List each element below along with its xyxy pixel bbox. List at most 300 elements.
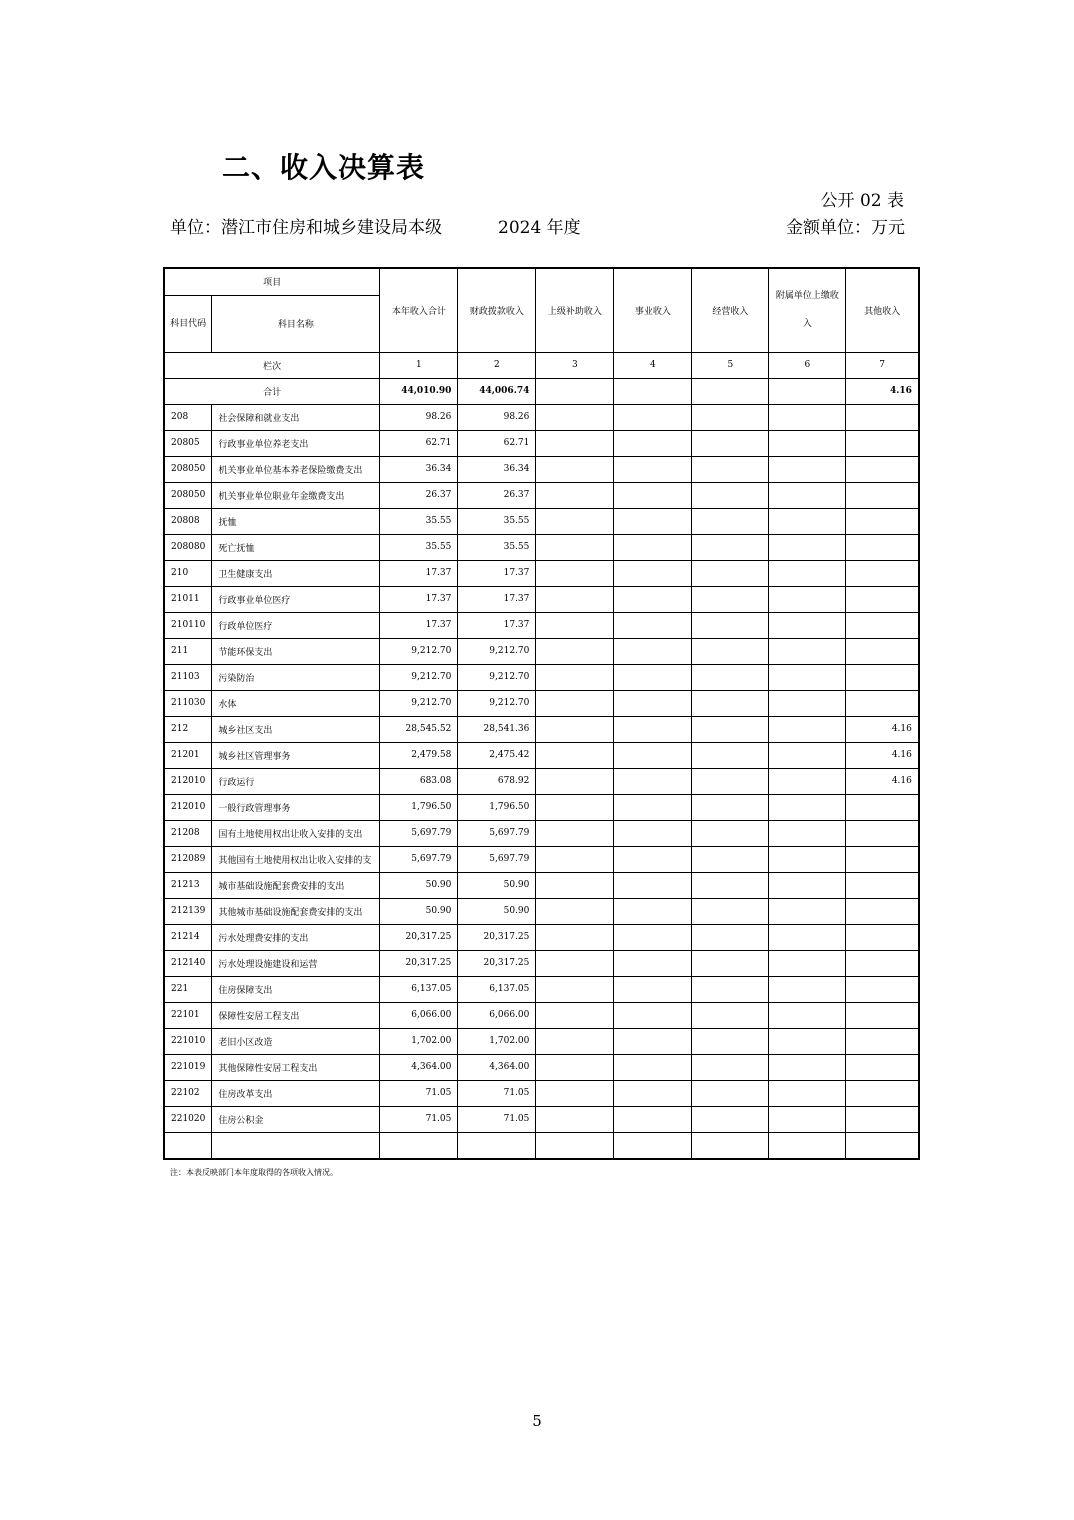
row-other [846,950,919,976]
table-note: 注：本表反映部门本年度取得的各项收入情况。 [170,1168,338,1177]
empty-cell [769,1054,846,1080]
empty-cell [536,924,614,950]
table-row [164,664,919,690]
empty-cell [536,378,614,404]
table-row [164,1132,919,1159]
empty-cell [692,430,769,456]
row-name: 其他城市基础设施配套费安排的支出 [212,898,380,924]
empty-cell [536,430,614,456]
row-other [846,976,919,1002]
header-total: 本年收入合计 [380,268,458,352]
empty-cell [692,482,769,508]
empty-cell [536,1106,614,1132]
row-total: 71.05 [380,1106,458,1132]
header-business: 事业收入 [614,268,692,352]
empty-cell [769,976,846,1002]
row-code: 22101 [164,1002,212,1028]
row-other [846,1132,919,1159]
row-fiscal: 50.90 [458,872,536,898]
empty-cell [692,612,769,638]
unit-line [170,214,905,264]
row-other [846,430,919,456]
empty-cell [769,612,846,638]
row-code: 212089 [164,846,212,872]
row-fiscal: 6,137.05 [458,976,536,1002]
row-total: 9,212.70 [380,690,458,716]
row-fiscal: 2,475.42 [458,742,536,768]
empty-cell [614,1080,692,1106]
empty-cell [536,794,614,820]
row-name: 机关事业单位基本养老保险缴费支出 [212,456,380,482]
row-code: 21213 [164,872,212,898]
row-fiscal: 6,066.00 [458,1002,536,1028]
row-name: 污水处理设施建设和运营 [212,950,380,976]
empty-cell [692,768,769,794]
row-code: 20805 [164,430,212,456]
empty-cell [769,586,846,612]
table-row [164,1054,919,1080]
row-total: 5,697.79 [380,846,458,872]
empty-cell [692,456,769,482]
total-row-label: 合计 [164,378,380,404]
row-code: 212010 [164,768,212,794]
table-row [164,1106,919,1132]
row-code: 210 [164,560,212,586]
row-code: 211030 [164,690,212,716]
row-code: 221 [164,976,212,1002]
row-other [846,872,919,898]
row-total: 62.71 [380,430,458,456]
row-name: 国有土地使用权出让收入安排的支出 [212,820,380,846]
row-fiscal: 9,212.70 [458,664,536,690]
row-code: 221019 [164,1054,212,1080]
empty-cell [692,872,769,898]
empty-cell [614,924,692,950]
empty-cell [614,872,692,898]
empty-cell [769,664,846,690]
row-name: 老旧小区改造 [212,1028,380,1054]
row-name: 其他保障性安居工程支出 [212,1054,380,1080]
empty-cell [692,508,769,534]
empty-cell [536,690,614,716]
table-row [164,534,919,560]
income-table [163,267,920,1160]
row-name: 行政单位医疗 [212,612,380,638]
empty-cell [769,768,846,794]
empty-cell [692,976,769,1002]
row-fiscal: 20,317.25 [458,950,536,976]
row-code: 22102 [164,1080,212,1106]
row-name: 抚恤 [212,508,380,534]
row-code: 221010 [164,1028,212,1054]
row-total: 36.34 [380,456,458,482]
empty-cell [614,430,692,456]
empty-cell [536,664,614,690]
empty-cell [692,1002,769,1028]
row-other: 4.16 [846,768,919,794]
empty-cell [692,924,769,950]
empty-cell [536,1028,614,1054]
column-num: 4 [614,352,692,378]
empty-cell [769,716,846,742]
table-row [164,898,919,924]
table-row [164,1002,919,1028]
row-code: 212140 [164,950,212,976]
empty-cell [536,456,614,482]
empty-cell [692,690,769,716]
row-name: 机关事业单位职业年金缴费支出 [212,482,380,508]
amount-unit: 金额单位：万元 [786,218,905,238]
page-number: 5 [532,1412,542,1430]
empty-cell [769,742,846,768]
empty-cell [692,560,769,586]
page-title: 二、收入决算表 [222,151,426,184]
row-name [212,1132,380,1159]
table-row [164,872,919,898]
row-name: 行政事业单位养老支出 [212,430,380,456]
row-code [164,1132,212,1159]
empty-cell [536,1080,614,1106]
empty-cell [769,638,846,664]
row-total: 28,545.52 [380,716,458,742]
column-num: 5 [692,352,769,378]
row-total: 71.05 [380,1080,458,1106]
empty-cell [536,586,614,612]
empty-cell [536,768,614,794]
table-row [164,456,919,482]
row-name: 城市基础设施配套费安排的支出 [212,872,380,898]
row-name: 污染防治 [212,664,380,690]
row-fiscal: 35.55 [458,508,536,534]
row-other [846,690,919,716]
row-other [846,924,919,950]
empty-cell [692,664,769,690]
row-other [846,794,919,820]
empty-cell [614,690,692,716]
column-num: 6 [769,352,846,378]
header-affiliate: 附属单位上缴收入 [769,268,846,352]
row-fiscal: 71.05 [458,1106,536,1132]
row-total: 4,364.00 [380,1054,458,1080]
row-fiscal: 62.71 [458,430,536,456]
row-code: 20808 [164,508,212,534]
year-label: 2024 年度 [498,218,581,238]
row-fiscal: 4,364.00 [458,1054,536,1080]
row-other [846,898,919,924]
table-row [164,404,919,430]
row-fiscal: 17.37 [458,612,536,638]
row-other [846,1028,919,1054]
row-name: 死亡抚恤 [212,534,380,560]
row-name: 住房保障支出 [212,976,380,1002]
empty-cell [614,742,692,768]
header-name: 科目名称 [212,295,380,352]
total-row-other: 4.16 [846,378,919,404]
empty-cell [769,924,846,950]
row-code: 208050 [164,482,212,508]
empty-cell [614,716,692,742]
empty-cell [614,898,692,924]
column-num: 1 [380,352,458,378]
empty-cell [536,820,614,846]
empty-cell [614,456,692,482]
empty-cell [614,560,692,586]
empty-cell [536,560,614,586]
row-name: 污水处理费安排的支出 [212,924,380,950]
empty-cell [769,1028,846,1054]
row-total: 17.37 [380,560,458,586]
row-code: 212010 [164,794,212,820]
column-row-label: 栏次 [164,352,380,378]
empty-cell [536,950,614,976]
row-fiscal: 36.34 [458,456,536,482]
row-total: 2,479.58 [380,742,458,768]
empty-cell [614,794,692,820]
empty-cell [614,950,692,976]
empty-cell [614,404,692,430]
empty-cell [692,846,769,872]
column-num: 7 [846,352,919,378]
empty-cell [614,1054,692,1080]
row-fiscal: 17.37 [458,560,536,586]
row-total: 20,317.25 [380,950,458,976]
empty-cell [769,456,846,482]
empty-cell [536,898,614,924]
table-row [164,976,919,1002]
empty-cell [692,1054,769,1080]
empty-cell [614,846,692,872]
empty-cell [769,690,846,716]
empty-cell [769,534,846,560]
empty-cell [614,482,692,508]
header-project: 项目 [164,268,380,295]
table-body [164,268,919,1159]
table-row [164,768,919,794]
empty-cell [536,1002,614,1028]
empty-cell [536,508,614,534]
row-code: 21103 [164,664,212,690]
row-other [846,846,919,872]
empty-cell [614,638,692,664]
row-other [846,560,919,586]
row-code: 212 [164,716,212,742]
table-row [164,690,919,716]
header-operating: 经营收入 [692,268,769,352]
row-other [846,1002,919,1028]
row-total: 17.37 [380,612,458,638]
empty-cell [769,404,846,430]
header-other: 其他收入 [846,268,919,352]
unit-label: 单位：潜江市住房和城乡建设局本级 [170,218,442,238]
row-name: 行政事业单位医疗 [212,586,380,612]
empty-cell [769,898,846,924]
column-num: 3 [536,352,614,378]
table-row [164,430,919,456]
empty-cell [614,1002,692,1028]
empty-cell [692,1080,769,1106]
empty-cell [769,1106,846,1132]
row-other [846,1054,919,1080]
row-total: 6,066.00 [380,1002,458,1028]
table-row [164,924,919,950]
row-name: 其他国有土地使用权出让收入安排的支 [212,846,380,872]
row-code: 208050 [164,456,212,482]
empty-cell [614,1106,692,1132]
empty-cell [769,846,846,872]
empty-cell [536,716,614,742]
empty-cell [769,1080,846,1106]
row-total: 6,137.05 [380,976,458,1002]
row-other [846,456,919,482]
row-other [846,508,919,534]
empty-cell [536,404,614,430]
row-total: 1,796.50 [380,794,458,820]
empty-cell [692,378,769,404]
empty-cell [614,820,692,846]
row-fiscal: 9,212.70 [458,690,536,716]
row-total: 5,697.79 [380,820,458,846]
row-other [846,404,919,430]
table-row [164,716,919,742]
row-fiscal: 678.92 [458,768,536,794]
row-name: 住房公积金 [212,1106,380,1132]
row-total: 98.26 [380,404,458,430]
table-row [164,482,919,508]
empty-cell [536,742,614,768]
row-total: 9,212.70 [380,664,458,690]
table-row [164,1080,919,1106]
empty-cell [536,846,614,872]
row-code: 21201 [164,742,212,768]
empty-cell [769,872,846,898]
row-name: 社会保障和就业支出 [212,404,380,430]
empty-cell [769,482,846,508]
row-code: 210110 [164,612,212,638]
row-fiscal: 98.26 [458,404,536,430]
empty-cell [769,950,846,976]
row-name: 一般行政管理事务 [212,794,380,820]
row-total: 50.90 [380,898,458,924]
table-row [164,742,919,768]
table-row [164,794,919,820]
row-fiscal: 71.05 [458,1080,536,1106]
empty-cell [692,950,769,976]
empty-cell [692,638,769,664]
row-name: 城乡社区支出 [212,716,380,742]
empty-cell [692,898,769,924]
row-name: 卫生健康支出 [212,560,380,586]
row-name: 节能环保支出 [212,638,380,664]
row-fiscal: 28,541.36 [458,716,536,742]
row-code: 211 [164,638,212,664]
empty-cell [614,534,692,560]
empty-cell [614,976,692,1002]
total-row-fiscal: 44,006.74 [458,378,536,404]
empty-cell [692,716,769,742]
row-fiscal: 50.90 [458,898,536,924]
row-other [846,482,919,508]
row-total: 20,317.25 [380,924,458,950]
empty-cell [692,820,769,846]
row-fiscal: 17.37 [458,586,536,612]
row-total: 683.08 [380,768,458,794]
row-code: 21214 [164,924,212,950]
row-total: 9,212.70 [380,638,458,664]
empty-cell [692,586,769,612]
row-code: 21208 [164,820,212,846]
row-total: 17.37 [380,586,458,612]
row-fiscal: 1,702.00 [458,1028,536,1054]
table-row [164,586,919,612]
table-row [164,560,919,586]
empty-cell [692,404,769,430]
row-fiscal: 9,212.70 [458,638,536,664]
row-other [846,1080,919,1106]
table-row [164,612,919,638]
row-total: 35.55 [380,508,458,534]
empty-cell [692,1028,769,1054]
empty-cell [614,378,692,404]
empty-cell [536,534,614,560]
row-name: 水体 [212,690,380,716]
empty-cell [536,872,614,898]
row-other: 4.16 [846,716,919,742]
row-fiscal: 20,317.25 [458,924,536,950]
empty-cell [614,1132,692,1159]
row-other [846,664,919,690]
row-code: 208 [164,404,212,430]
row-fiscal: 5,697.79 [458,846,536,872]
empty-cell [769,508,846,534]
row-other [846,1106,919,1132]
table-row [164,638,919,664]
empty-cell [536,1054,614,1080]
empty-cell [769,378,846,404]
header-fiscal: 财政拨款收入 [458,268,536,352]
empty-cell [536,612,614,638]
empty-cell [769,1132,846,1159]
row-total: 35.55 [380,534,458,560]
empty-cell [769,794,846,820]
row-fiscal: 5,697.79 [458,820,536,846]
empty-cell [769,430,846,456]
empty-cell [692,742,769,768]
empty-cell [536,638,614,664]
column-num: 2 [458,352,536,378]
empty-cell [769,820,846,846]
empty-cell [614,508,692,534]
table-row [164,950,919,976]
row-total: 26.37 [380,482,458,508]
row-name: 城乡社区管理事务 [212,742,380,768]
row-fiscal [458,1132,536,1159]
empty-cell [692,1106,769,1132]
empty-cell [614,586,692,612]
empty-cell [536,1132,614,1159]
empty-cell [614,1028,692,1054]
row-other [846,638,919,664]
empty-cell [769,1002,846,1028]
row-fiscal: 1,796.50 [458,794,536,820]
row-other [846,612,919,638]
row-other [846,820,919,846]
row-fiscal: 26.37 [458,482,536,508]
empty-cell [536,976,614,1002]
row-total: 50.90 [380,872,458,898]
total-row-total: 44,010.90 [380,378,458,404]
row-code: 21011 [164,586,212,612]
row-fiscal: 35.55 [458,534,536,560]
